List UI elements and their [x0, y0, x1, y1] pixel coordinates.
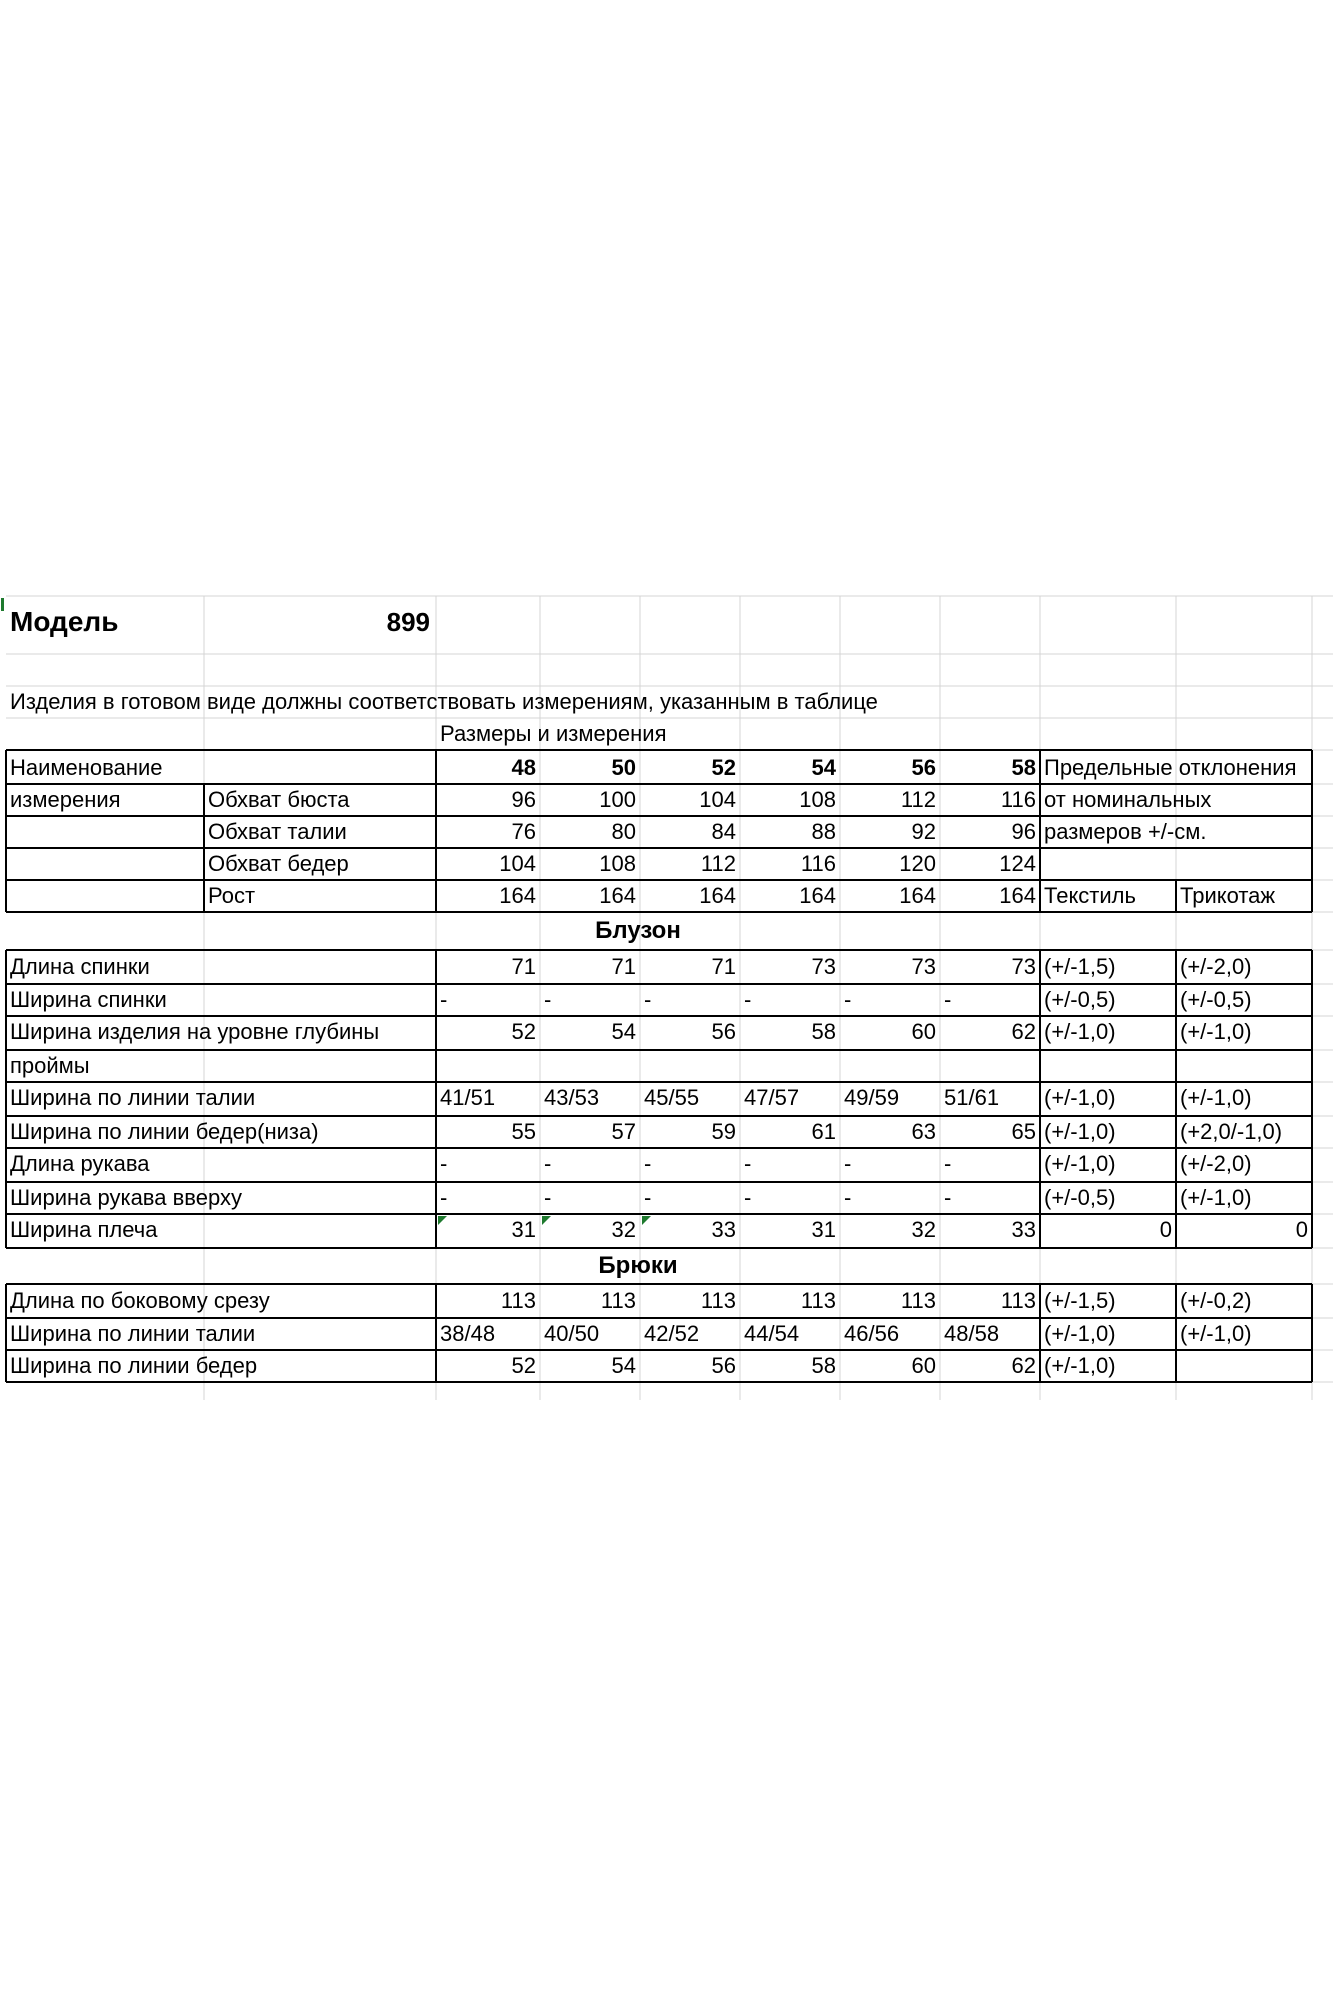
row-value: - [744, 1185, 752, 1210]
row-value [644, 1050, 736, 1082]
cell-warning-indicator [542, 1216, 551, 1225]
measure-value: 80 [611, 819, 636, 844]
row-value: - [744, 987, 752, 1012]
row-value: 73 [911, 954, 936, 979]
measure-value: 76 [511, 819, 536, 844]
row-name: Ширина изделия на уровне глубины [10, 1019, 380, 1044]
section-title-blouson: Блузон [595, 917, 681, 944]
row-value: 46/56 [844, 1321, 900, 1346]
row-textile: (+/-1,0) [1044, 1085, 1116, 1110]
row-value: 55 [511, 1119, 536, 1144]
row-value: 73 [1011, 954, 1036, 979]
note-text: Изделия в готовом виде должны соответствовать измерениям, указанным в таблице [10, 689, 878, 714]
measure-value: 108 [599, 851, 636, 876]
size-header: 50 [611, 755, 636, 780]
row-name: Ширина по линии бедер(низа) [10, 1119, 319, 1144]
row-value: 62 [1011, 1019, 1036, 1044]
size-header: 54 [811, 755, 836, 780]
row-value: - [944, 1185, 952, 1210]
deviation-label-1: Предельные отклонения [1044, 755, 1297, 780]
measure-value: 112 [700, 851, 736, 876]
row-value: - [844, 1151, 852, 1176]
measure-name: Обхват талии [208, 819, 347, 844]
row-value: 56 [711, 1019, 736, 1044]
row-value: 60 [911, 1353, 936, 1378]
row-value: 60 [911, 1019, 936, 1044]
row-value: 33 [1011, 1217, 1036, 1242]
row-value: - [844, 987, 852, 1012]
row-knit: (+/-1,0) [1180, 1185, 1252, 1210]
row-value [544, 1050, 636, 1082]
name-label-1: Наименование [10, 755, 163, 780]
row-value: 33 [711, 1217, 736, 1242]
row-value: 61 [811, 1119, 836, 1144]
row-name: Ширина по линии бедер [10, 1353, 258, 1378]
row-textile: (+/-1,0) [1044, 1321, 1116, 1346]
measure-name: Обхват бедер [208, 851, 349, 876]
row-value: 42/52 [644, 1321, 700, 1346]
row-textile: (+/-0,5) [1044, 1185, 1116, 1210]
size-header: 58 [1011, 755, 1036, 780]
measure-value: 96 [511, 787, 536, 812]
row-value: 52 [511, 1353, 536, 1378]
row-name: Ширина спинки [10, 987, 167, 1012]
measure-value: 104 [699, 787, 736, 812]
row-knit: (+/-1,0) [1180, 1085, 1252, 1110]
row-value: 57 [611, 1119, 636, 1144]
knit-label: Трикотаж [1180, 883, 1276, 908]
row-knit: (+/-1,0) [1180, 1321, 1252, 1346]
row-value: 47/57 [744, 1085, 800, 1110]
measure-value: 164 [599, 883, 636, 908]
row-value: 56 [711, 1353, 736, 1378]
measure-value: 84 [711, 819, 736, 844]
row-value: 59 [711, 1119, 736, 1144]
row-value: 113 [800, 1288, 836, 1313]
row-value: 52 [511, 1019, 536, 1044]
row-value: - [544, 1151, 552, 1176]
row-value: 71 [711, 954, 736, 979]
cell-warning-indicator [438, 1216, 447, 1225]
row-name: Длина спинки [10, 954, 150, 979]
row-knit: 0 [1295, 1217, 1308, 1242]
row-value: - [944, 1151, 952, 1176]
row-value: 54 [611, 1019, 636, 1044]
row-value: - [440, 1185, 448, 1210]
measure-name: Обхват бюста [208, 787, 350, 812]
row-value [440, 1050, 536, 1082]
row-value: 113 [700, 1288, 736, 1313]
measure-value: 104 [499, 851, 536, 876]
row-textile: (+/-1,5) [1044, 954, 1116, 979]
row-textile [1044, 1050, 1172, 1082]
row-knit: (+/-1,0) [1180, 1019, 1252, 1044]
measure-value: 164 [499, 883, 536, 908]
section-title-trousers: Брюки [598, 1252, 678, 1279]
row-value: 71 [611, 954, 636, 979]
row-value: 73 [811, 954, 836, 979]
row-value: 45/55 [644, 1085, 700, 1110]
row-knit [1180, 1050, 1308, 1082]
row-value: - [544, 987, 552, 1012]
measure-value: 88 [811, 819, 836, 844]
row-name: Ширина по линии талии [10, 1085, 256, 1110]
row-value [944, 1050, 1036, 1082]
row-value: 38/48 [440, 1321, 496, 1346]
row-value: 113 [900, 1288, 936, 1313]
row-value: - [544, 1185, 552, 1210]
row-knit: (+/-0,5) [1180, 987, 1252, 1012]
model-number: 899 [386, 607, 430, 637]
row-knit: (+2,0/-1,0) [1180, 1119, 1283, 1144]
textile-label: Текстиль [1044, 883, 1136, 908]
row-value: 63 [911, 1119, 936, 1144]
row-name: Ширина рукава вверху [10, 1185, 242, 1210]
measure-name: Рост [208, 883, 256, 908]
measure-value: 92 [911, 819, 936, 844]
row-value: - [744, 1151, 752, 1176]
name-label-2: измерения [10, 787, 121, 812]
row-textile: (+/-1,0) [1044, 1019, 1116, 1044]
row-textile: 0 [1159, 1217, 1172, 1242]
measure-value: 116 [800, 851, 836, 876]
model-label: Модель [10, 606, 119, 637]
row-value: - [644, 987, 652, 1012]
measure-value: 116 [1000, 787, 1036, 812]
measure-value: 108 [799, 787, 836, 812]
row-textile: (+/-1,0) [1044, 1151, 1116, 1176]
row-value: 43/53 [544, 1085, 600, 1110]
size-header: 56 [911, 755, 936, 780]
row-value [844, 1050, 936, 1082]
row-name: Ширина по линии талии [10, 1321, 256, 1346]
row-value: 41/51 [440, 1085, 496, 1110]
row-textile: (+/-1,5) [1044, 1288, 1116, 1313]
measure-value: 164 [899, 883, 936, 908]
measure-value: 164 [999, 883, 1036, 908]
row-textile: (+/-1,0) [1044, 1353, 1116, 1378]
row-value: 32 [611, 1217, 636, 1242]
row-textile: (+/-1,0) [1044, 1119, 1116, 1144]
deviation-label-3: размеров +/-см. [1044, 819, 1207, 844]
row-value: 113 [500, 1288, 536, 1313]
row-value: - [440, 1151, 448, 1176]
row-value: - [644, 1185, 652, 1210]
row-value: 48/58 [944, 1321, 1000, 1346]
row-value: - [944, 987, 952, 1012]
sizes-caption: Размеры и измерения [440, 721, 667, 746]
row-value: - [644, 1151, 652, 1176]
row-value: 51/61 [944, 1085, 1000, 1110]
row-knit [1180, 1350, 1308, 1382]
row-knit: (+/-0,2) [1180, 1288, 1252, 1313]
row-value: 58 [811, 1019, 836, 1044]
measure-value: 164 [699, 883, 736, 908]
size-header: 48 [511, 755, 536, 780]
row-value: 44/54 [744, 1321, 800, 1346]
row-value: 31 [811, 1217, 836, 1242]
selection-marker [1, 598, 4, 611]
measure-value: 124 [999, 851, 1036, 876]
measure-value: 120 [899, 851, 936, 876]
row-value: - [844, 1185, 852, 1210]
row-value: - [440, 987, 448, 1012]
measure-value: 100 [599, 787, 636, 812]
deviation-label-2: от номинальных [1044, 787, 1212, 812]
row-value: 65 [1011, 1119, 1036, 1144]
row-value: 49/59 [844, 1085, 900, 1110]
row-name: Длина рукава [10, 1151, 150, 1176]
row-value [744, 1050, 836, 1082]
cell-warning-indicator [642, 1216, 651, 1225]
row-value: 113 [600, 1288, 636, 1313]
size-header: 52 [711, 755, 736, 780]
measure-value: 112 [900, 787, 936, 812]
measure-value: 96 [1011, 819, 1036, 844]
row-value: 32 [911, 1217, 936, 1242]
row-value: 71 [511, 954, 536, 979]
row-name: Длина по боковому срезу [10, 1288, 270, 1313]
row-value: 113 [1000, 1288, 1036, 1313]
row-value: 40/50 [544, 1321, 600, 1346]
row-value: 31 [511, 1217, 536, 1242]
row-name: проймы [10, 1053, 90, 1078]
row-textile: (+/-0,5) [1044, 987, 1116, 1012]
row-value: 58 [811, 1353, 836, 1378]
row-value: 62 [1011, 1353, 1036, 1378]
row-value: 54 [611, 1353, 636, 1378]
measure-value: 164 [799, 883, 836, 908]
row-name: Ширина плеча [10, 1217, 158, 1242]
row-knit: (+/-2,0) [1180, 1151, 1252, 1176]
row-knit: (+/-2,0) [1180, 954, 1252, 979]
